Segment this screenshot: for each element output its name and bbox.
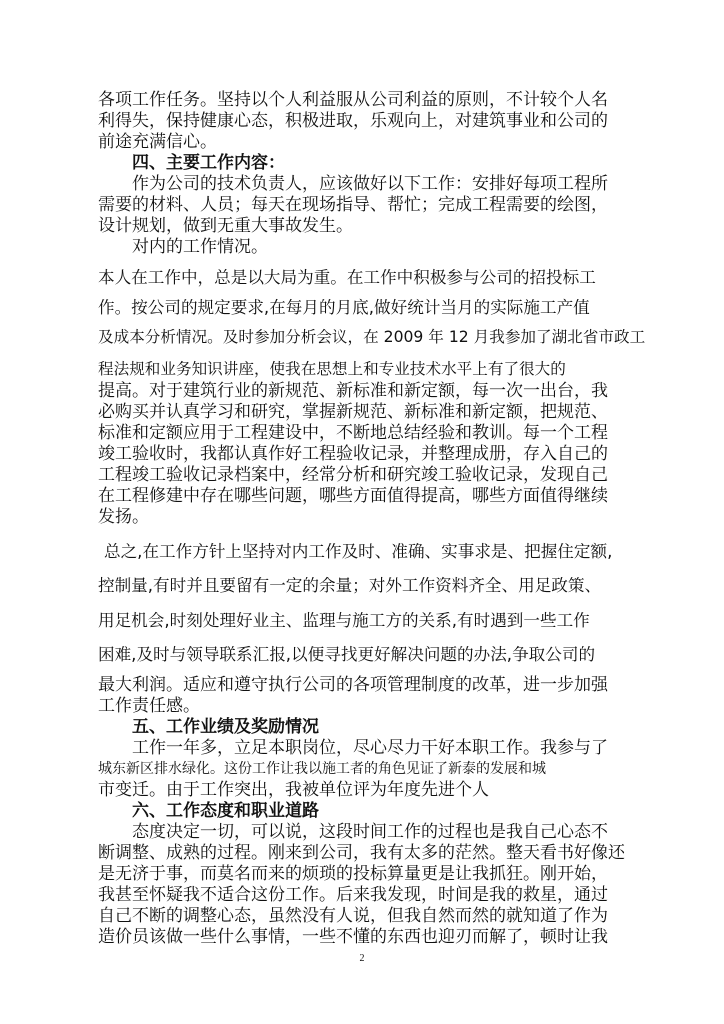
text-line: 断调整、成熟的过程。刚来到公司，我有太多的茫然。整天看书好像还 bbox=[98, 843, 625, 863]
text-line: 标准和定额应用于工程建设中，不断地总结经验和教训。每一个工程 bbox=[98, 423, 608, 443]
text-line: 工作责任感。 bbox=[98, 696, 200, 716]
text-line: 设计规划，做到无重大事故发生。 bbox=[98, 216, 353, 236]
text-line: 我甚至怀疑我不适合这份工作。后来我发现，时间是我的救星，通过 bbox=[98, 885, 608, 905]
text-line: 工作一年多，立足本职岗位，尽心尽力干好本职工作。我参与了 bbox=[132, 738, 608, 758]
text-line: 提高。对于建筑行业的新规范、新标准和新定额，每一次一出台，我 bbox=[98, 381, 608, 401]
text-line: 用足机会,时刻处理好业主、监理与施工方的关系,有时遇到一些工作 bbox=[98, 611, 590, 630]
text-line: 造价员该做一些什么事情，一些不懂的东西也迎刃而解了，顿时让我 bbox=[98, 927, 608, 947]
text-line: 程法规和业务知识讲座，使我在思想上和专业技术水平上有了很大的 bbox=[98, 360, 566, 378]
text-line: 自己不断的调整心态，虽然没有人说，但我自然而然的就知道了作为 bbox=[98, 906, 608, 926]
section-heading: 四、主要工作内容： bbox=[132, 153, 285, 173]
text-line: 城东新区排水绿化。这份工作让我以施工者的角色见证了新泰的发展和城 bbox=[98, 761, 546, 777]
text-line: 作。按公司的规定要求,在每月的月底,做好统计当月的实际施工产值 bbox=[98, 298, 590, 317]
text-line: 工程竣工验收记录档案中，经常分析和研究竣工验收记录，发现自己 bbox=[98, 465, 608, 485]
text-line: 最大利润。适应和遵守执行公司的各项管理制度的改革，进一步加强 bbox=[98, 675, 608, 695]
page-number: 2 bbox=[359, 953, 365, 964]
text-line: 对内的工作情况。 bbox=[132, 237, 268, 257]
text-line: 前途充满信心。 bbox=[98, 132, 217, 152]
text-line: 及成本分析情况。及时参加分析会议，在 2009 年 12 月我参加了湖北省市政工 bbox=[98, 328, 646, 346]
text-line: 在工程修建中存在哪些问题，哪些方面值得提高，哪些方面值得继续 bbox=[98, 486, 608, 506]
text-line: 作为公司的技术负责人，应该做好以下工作：安排好每项工程所 bbox=[132, 174, 608, 194]
text-line: 必购买并认真学习和研究，掌握新规范、新标准和新定额，把规范、 bbox=[98, 402, 608, 422]
section-heading: 五、工作业绩及奖励情况 bbox=[132, 717, 319, 737]
text-line: 本人在工作中，总是以大局为重。在工作中积极参与公司的招投标工 bbox=[98, 268, 596, 287]
text-line: 利得失，保持健康心态，积极进取，乐观向上，对建筑事业和公司的 bbox=[98, 111, 608, 131]
text-line: 态度决定一切，可以说，这段时间工作的过程也是我自己心态不 bbox=[132, 822, 608, 842]
text-line: 是无济于事，而莫名而来的烦琐的投标算量更是让我抓狂。刚开始， bbox=[98, 864, 608, 884]
text-line: 总之,在工作方针上坚持对内工作及时、准确、实事求是、把握住定额, bbox=[104, 542, 613, 561]
text-line: 各项工作任务。坚持以个人利益服从公司利益的原则，不计较个人名 bbox=[98, 90, 608, 110]
section-heading: 六、工作态度和职业道路 bbox=[132, 801, 319, 821]
text-line: 困难,及时与领导联系汇报,以便寻找更好解决问题的办法,争取公司的 bbox=[98, 645, 596, 664]
text-line: 需要的材料、人员；每天在现场指导、帮忙；完成工程需要的绘图， bbox=[98, 195, 608, 215]
text-line: 市变迁。由于工作突出，我被单位评为年度先进个人 bbox=[98, 780, 489, 800]
text-line: 发扬。 bbox=[98, 507, 149, 527]
text-line: 控制量,有时并且要留有一定的余量；对外工作资料齐全、用足政策、 bbox=[98, 576, 602, 595]
text-line: 竣工验收时，我都认真作好工程验收记录，并整理成册，存入自己的 bbox=[98, 444, 608, 464]
